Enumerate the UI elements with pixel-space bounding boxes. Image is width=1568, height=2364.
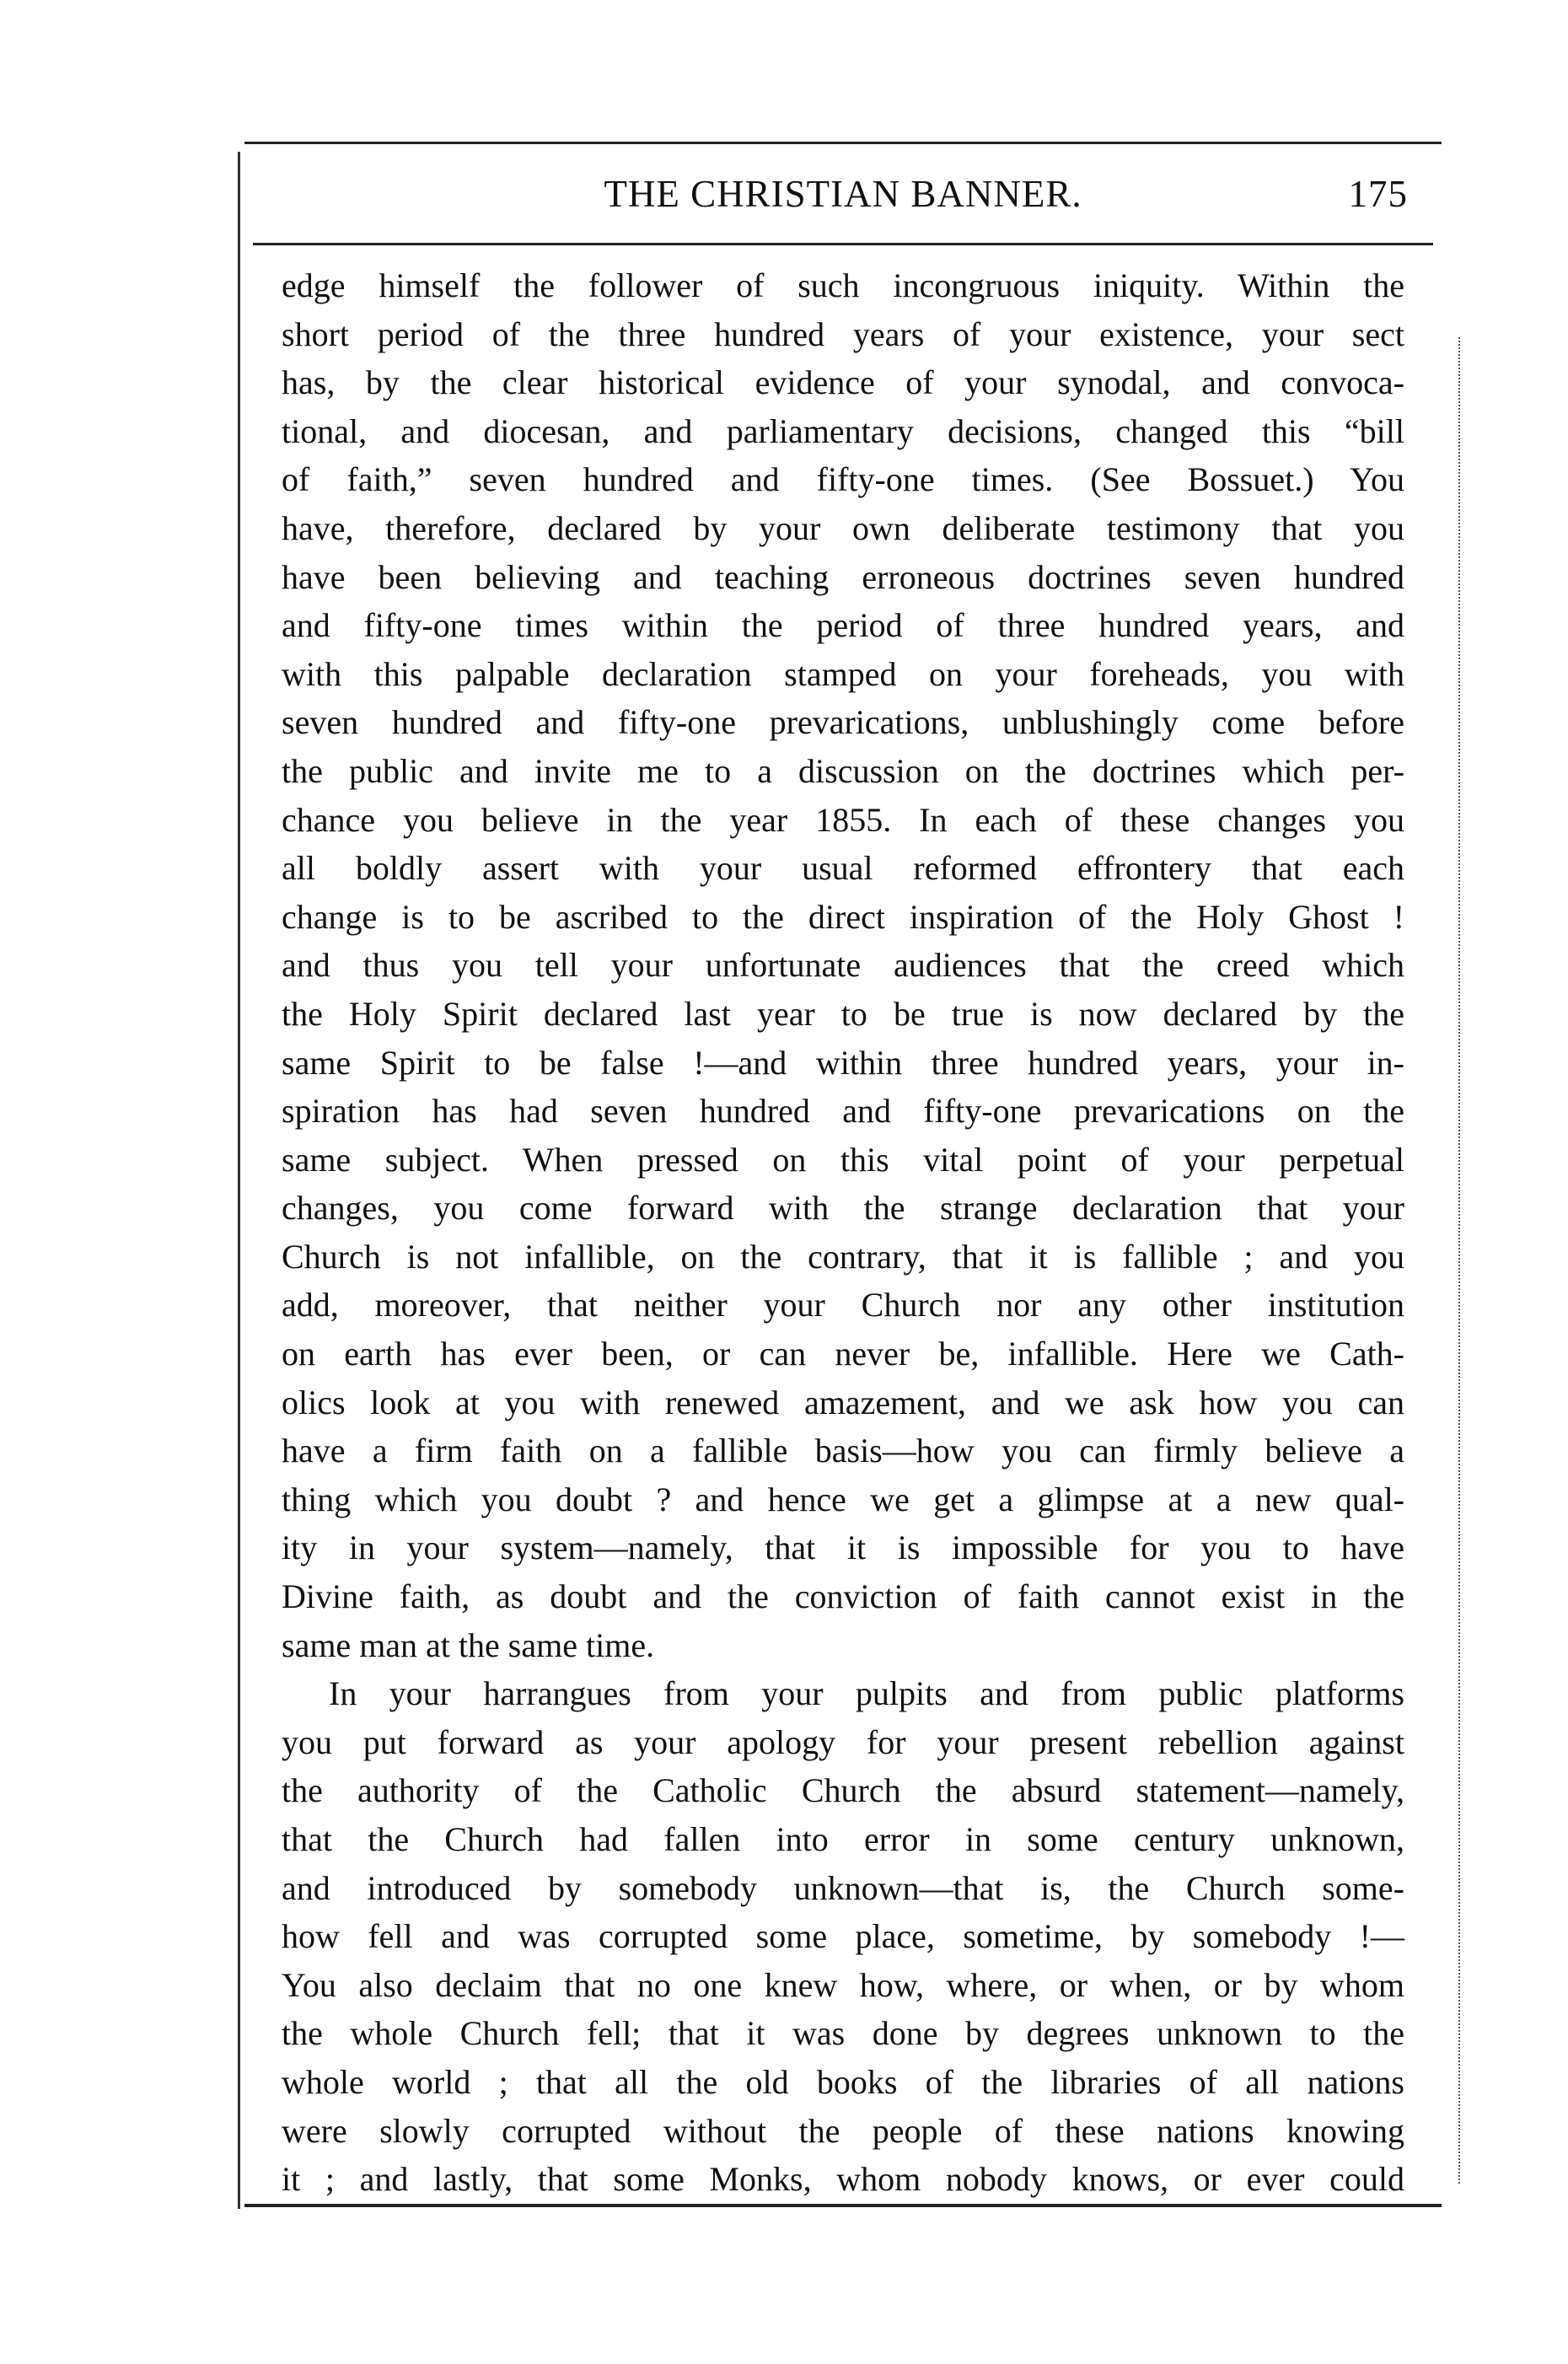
text-line: In your harrangues from your pulpits and from public platforms	[329, 1674, 1404, 1713]
text-line: thing which you doubt ? and hence we get a glimpse at a new qual-	[282, 1480, 1404, 1518]
text-line: has, by the clear historical evidence of your synodal, and convoca-	[282, 363, 1404, 402]
page-number: 175	[1348, 173, 1408, 215]
text-line: add, moreover, that neither your Church nor any other institution	[282, 1286, 1404, 1324]
text-line: tional, and diocesan, and parliamentary decisions, changed this “bill	[282, 411, 1404, 450]
text-line: that the Church had fallen into error in some century unknown,	[282, 1820, 1404, 1858]
text-line: have, therefore, declared by your own deliberate testimony that you	[282, 508, 1404, 547]
text-line: You also declaim that no one knew how, where, or when, or by whom	[282, 1965, 1404, 2004]
text-line: of faith,” seven hundred and fifty-one times. (See Bossuet.) You	[282, 460, 1404, 499]
text-line: chance you believe in the year 1855. In each of these changes you	[282, 800, 1404, 839]
text-line: and thus you tell your unfortunate audiences that the creed which	[282, 946, 1404, 985]
book-page	[253, 135, 1433, 2217]
text-line: the public and invite me to a discussion on the doctrines which per-	[282, 751, 1404, 790]
text-line: you put forward as your apology for your present rebellion against	[282, 1722, 1404, 1761]
running-title: THE CHRISTIAN BANNER.	[604, 173, 1082, 215]
text-line: seven hundred and fifty-one prevarications, unblushingly come before	[282, 703, 1404, 742]
text-line: were slowly corrupted without the people of these nations knowing	[282, 2111, 1404, 2150]
body-text	[282, 261, 1404, 2204]
text-line: change is to be ascribed to the direct inspiration of the Holy Ghost !	[282, 897, 1404, 936]
text-line: Church is not infallible, on the contrary, that it is fallible ; and you	[282, 1237, 1404, 1276]
header-rule	[253, 243, 1433, 245]
text-line: ity in your system—namely, that it is impossible for you to have	[282, 1529, 1404, 1567]
text-line: whole world ; that all the old books of the libraries of all nations	[282, 2062, 1404, 2101]
text-line: and introduced by somebody unknown—that is, the Church some-	[282, 1868, 1404, 1907]
text-line: on earth has ever been, or can never be, infallible. Here we Cath-	[282, 1335, 1404, 1373]
text-line: spiration has had seven hundred and fifty-one prevarications on the	[282, 1092, 1404, 1131]
text-line: and fifty-one times within the period of three hundred years, and	[282, 606, 1404, 645]
text-line: the whole Church fell; that it was done by degrees unknown to the	[282, 2014, 1404, 2053]
text-line: have been believing and teaching erroneous doctrines seven hundred	[282, 557, 1404, 596]
text-line: edge himself the follower of such incongruous iniquity. Within the	[282, 266, 1404, 304]
text-line: all boldly assert with your usual reformed effrontery that each	[282, 849, 1404, 888]
text-line: the authority of the Catholic Church the absurd statement—namely,	[282, 1771, 1404, 1810]
text-line: changes, you come forward with the strange declaration that your	[282, 1189, 1404, 1228]
running-head	[253, 172, 1433, 231]
text-line: with this palpable declaration stamped on your foreheads, you with	[282, 654, 1404, 693]
text-line: Divine faith, as doubt and the conviction of faith cannot exist in the	[282, 1577, 1404, 1616]
text-line: how fell and was corrupted some place, sometime, by somebody !—	[282, 1917, 1404, 1956]
text-line: the Holy Spirit declared last year to be true is now declared by the	[282, 994, 1404, 1033]
text-line: same man at the same time.	[282, 1625, 655, 1664]
text-line: short period of the three hundred years of your existence, your sect	[282, 314, 1404, 353]
text-line: it ; and lastly, that some Monks, whom nobody knows, or ever could	[282, 2160, 1404, 2199]
top-rule	[244, 142, 1442, 144]
bottom-rule	[244, 2204, 1442, 2207]
text-line: same Spirit to be false !—and within three hundred years, your in-	[282, 1043, 1404, 1082]
margin-dots	[1458, 337, 1460, 2184]
page-edge-line	[238, 152, 240, 2209]
text-line: olics look at you with renewed amazement, and we ask how you can	[282, 1383, 1404, 1421]
text-line: have a firm faith on a fallible basis—how you can firmly believe a	[282, 1432, 1404, 1470]
text-line: same subject. When pressed on this vital point of your perpetual	[282, 1140, 1404, 1179]
